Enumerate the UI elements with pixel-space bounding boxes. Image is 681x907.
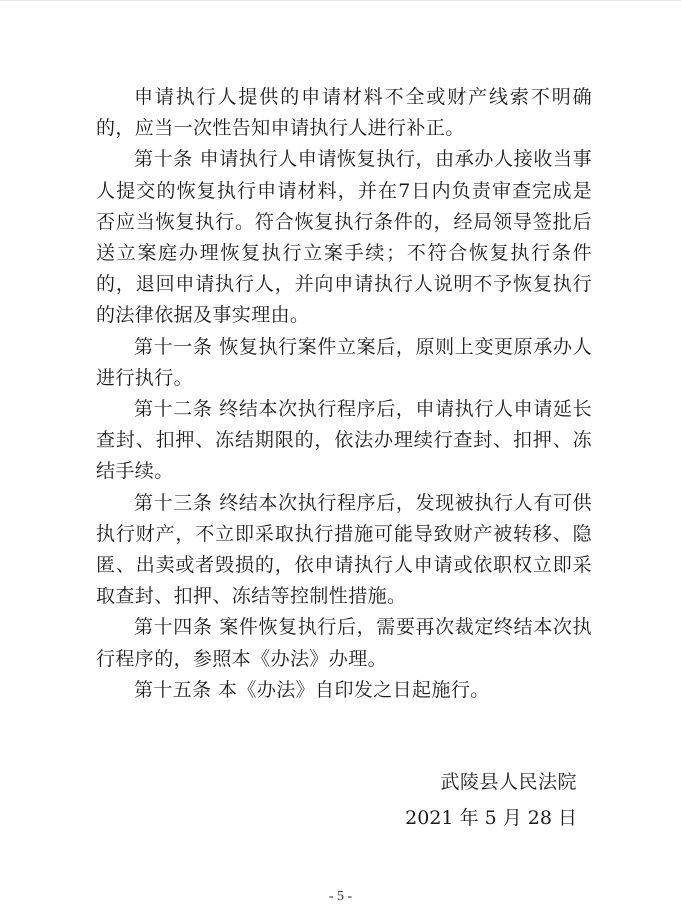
issuing-court: 武陵县人民法院 bbox=[440, 771, 577, 793]
article-13: 第十三条 终结本次执行程序后，发现被执行人有可供执行财产，不立即采取执行措施可能导致财产被转移、隐匿、出卖或者毁损的，依申请执行人申请或依职权立即采取查封、扣押、冻结等控制性措施。 bbox=[96, 491, 592, 608]
page-number: - 5 - bbox=[328, 889, 353, 904]
document-body bbox=[96, 82, 592, 706]
paragraph-continuation: 申请执行人提供的申请材料不全或财产线索不明确的，应当一次性告知申请执行人进行补正。 bbox=[96, 86, 592, 140]
article-12: 第十二条 终结本次执行程序后，申请执行人申请延长查封、扣押、冻结期限的，依法办理续行查封、扣押、冻结手续。 bbox=[96, 398, 592, 483]
article-14: 第十四条 案件恢复执行后，需要再次裁定终结本次执行程序的，参照本《办法》办理。 bbox=[96, 616, 592, 670]
signature-block bbox=[405, 764, 577, 836]
page-top-edge bbox=[0, 0, 681, 1]
article-11: 第十一条 恢复执行案件立案后，原则上变更原承办人进行执行。 bbox=[96, 335, 592, 389]
article-10: 第十条 申请执行人申请恢复执行，由承办人接收当事人提交的恢复执行申请材料，并在7日内负责审查完成是否应当恢复执行。符合恢复执行条件的，经局领导签批后送立案庭办理恢复执行立案手续；不符合恢复执行条件的，退回申请执行人，并向申请执行人说明不予恢复执行的法律依据及事实理由。 bbox=[96, 148, 592, 327]
issue-date: 2021 年 5 月 28 日 bbox=[405, 807, 577, 829]
article-15: 第十五条 本《办法》自印发之日起施行。 bbox=[134, 678, 490, 701]
